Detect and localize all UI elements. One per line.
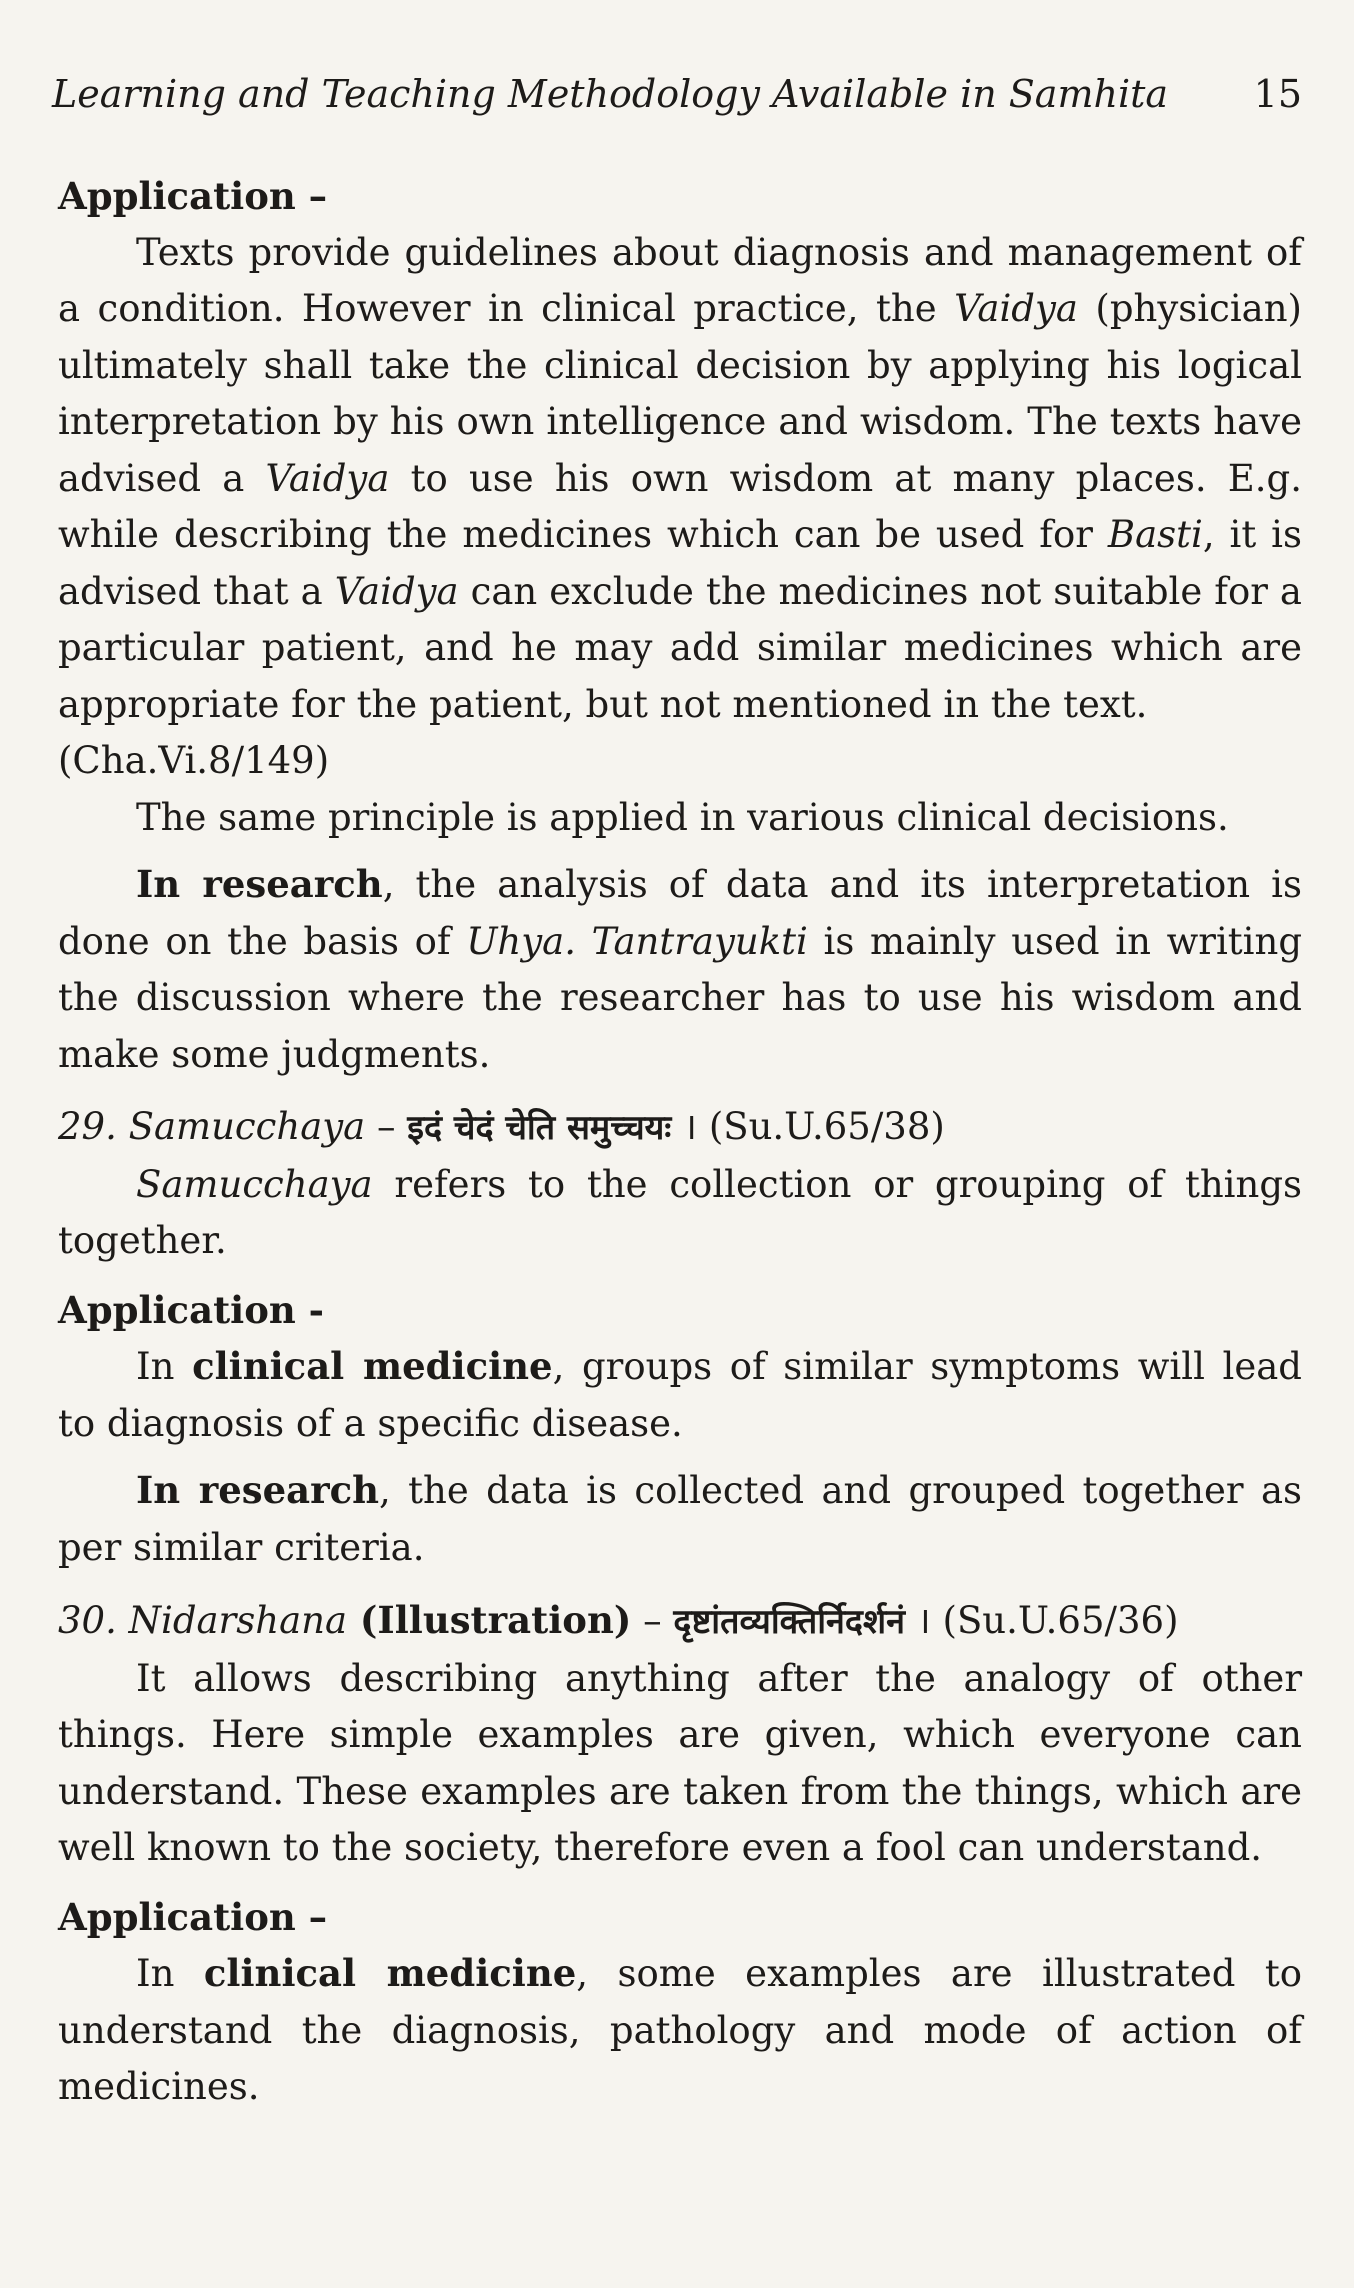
- entry-29-heading: 29. Samucchaya – इदं चेदं चेति समुच्चयः । (Su.U.65/38): [58, 1105, 945, 1148]
- citation-cha-vi: (Cha.Vi.8/149): [58, 739, 330, 782]
- paragraph-samucchaya-research: In research, the data is collected and grouped together as per similar criteria.: [58, 1468, 1302, 1569]
- application-heading-2: Application -: [58, 1287, 325, 1332]
- paragraph-vaidya-wisdom: Texts provide guidelines about diagnosis and management of a condition. However in clinical practice, the Vaidya (physician) ultimately shall take the clinical decision by applying his logical interpretation by his own intelligence and wisdom. The texts have advised a Vaidya to use his own wisdom at many places. E.g. while describing the medicines which can be used for Basti, it is advised that a Vaidya can exclude the medicines not suitable for a particular patient, and he may add similar medicines which are appropriate for the patient, but not mentioned in the text.: [58, 230, 1302, 726]
- paragraph-nidarshana-definition: It allows describing anything after the analogy of other things. Here simple examples are given, which everyone can understand. These examples are taken from the things, which are well known to the society, therefore even a fool can understand.: [58, 1656, 1302, 1869]
- running-head: Learning and Teaching Methodology Available in Samhita: [52, 72, 1169, 116]
- application-heading-3: Application –: [58, 1894, 328, 1939]
- page-body: [58, 168, 1302, 2116]
- entry-30-heading: 30. Nidarshana (Illustration) – दृष्टांतव्यक्तिर्निदर्शनं । (Su.U.65/36): [58, 1598, 1179, 1642]
- page-number: 15: [1253, 72, 1302, 116]
- paragraph-samucchaya-clinical: In clinical medicine, groups of similar symptoms will lead to diagnosis of a specific disease.: [58, 1344, 1302, 1445]
- paragraph-samucchaya-definition: Samucchaya refers to the collection or grouping of things together.: [58, 1162, 1302, 1262]
- paragraph-nidarshana-clinical: In clinical medicine, some examples are illustrated to understand the diagnosis, pathology and mode of action of medicines.: [58, 1951, 1303, 2108]
- paragraph-research-uhya: In research, the analysis of data and its interpretation is done on the basis of Uhya. Tantrayukti is mainly used in writing the discussion where the researcher has to use his wisdom and make some judgments.: [58, 862, 1302, 1076]
- application-heading-1: Application –: [58, 174, 328, 218]
- page-header: [52, 72, 1302, 132]
- paragraph-same-principle: The same principle is applied in various clinical decisions.: [136, 795, 1229, 839]
